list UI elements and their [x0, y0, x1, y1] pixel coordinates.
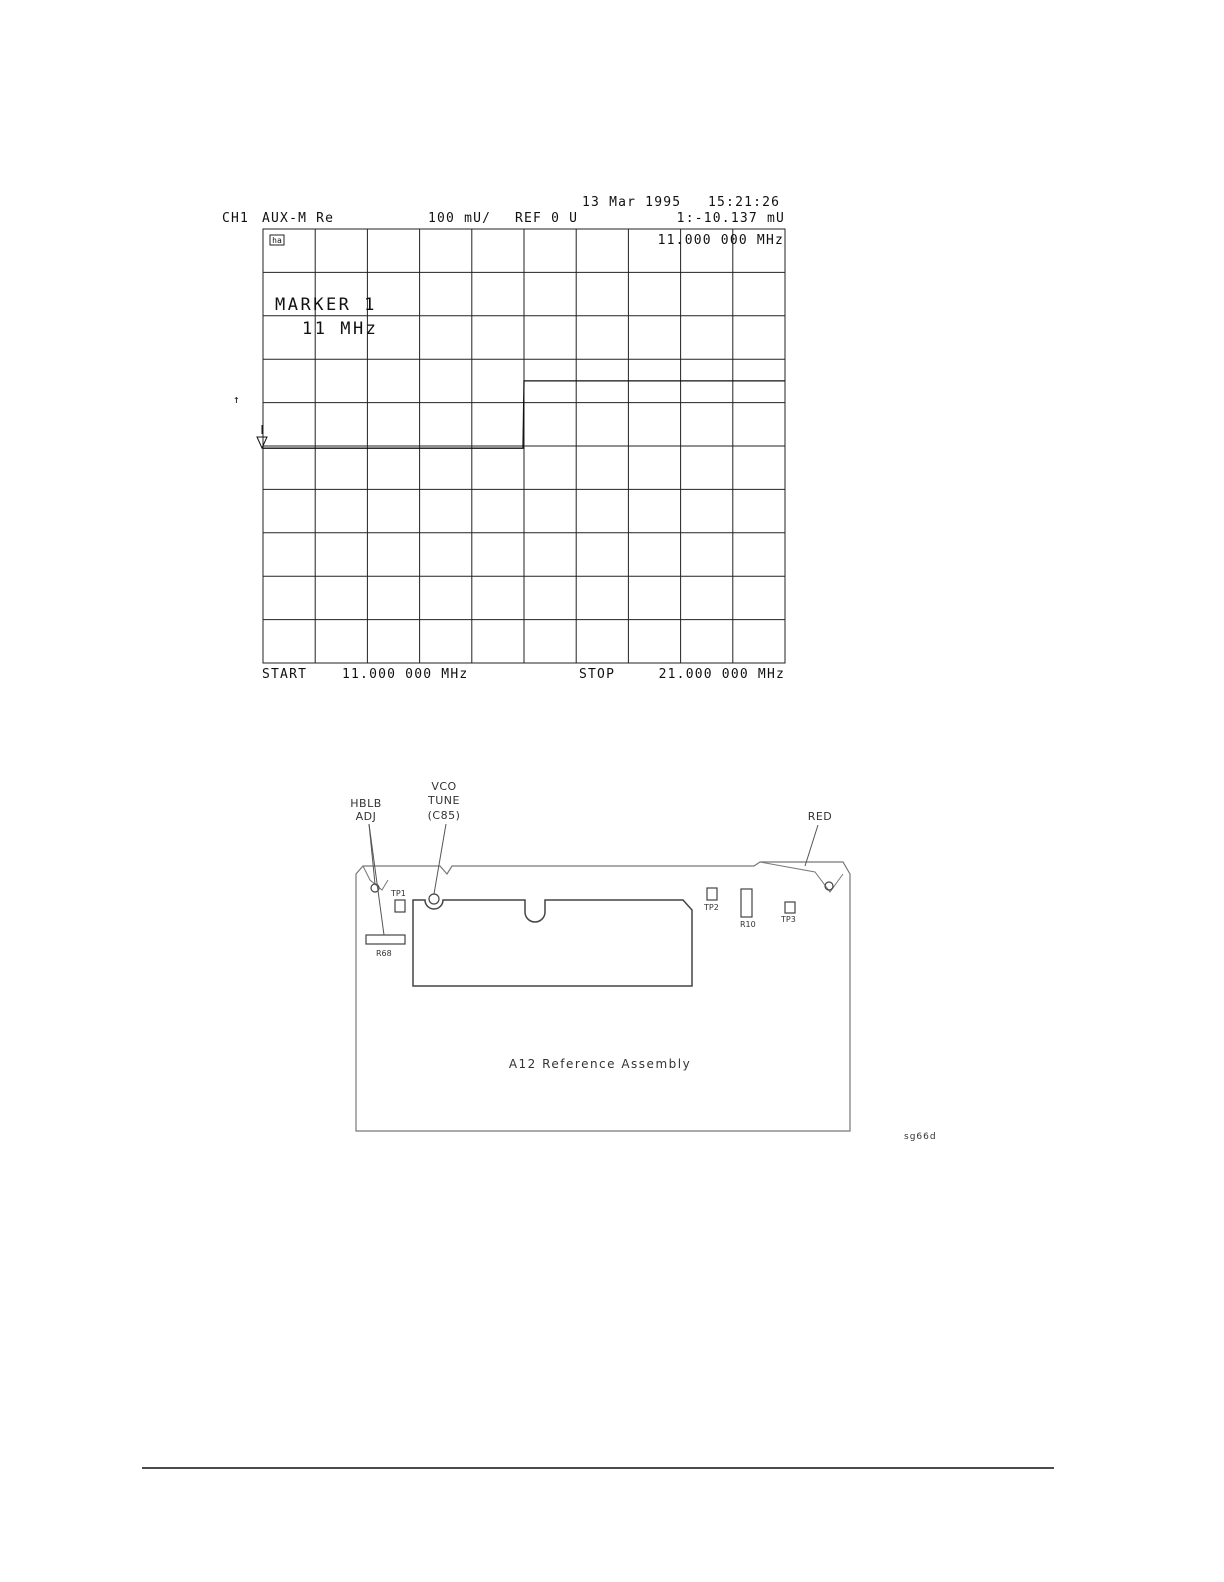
status-box-text: ha	[272, 236, 282, 245]
red-callout-label: RED	[807, 810, 833, 823]
tp2-testpoint	[707, 888, 717, 900]
right-ejector-tab	[760, 862, 843, 892]
channel-text: CH1	[222, 211, 250, 226]
marker-readout-text: 1:-10.137 mU	[676, 211, 785, 226]
red-callout-leader	[805, 825, 818, 866]
stop-label-text: STOP	[579, 667, 616, 682]
vco-callout-line2: TUNE	[428, 794, 460, 807]
marker-freq-text: 11.000 000 MHz	[657, 233, 784, 248]
r68-callout-leader	[369, 824, 384, 935]
figure-id-label: sg66d	[904, 1132, 937, 1142]
vco-callout-leader	[434, 824, 446, 894]
start-label-text: START	[262, 667, 308, 682]
tp2-label: TP2	[704, 903, 719, 912]
r68-resistor	[366, 935, 405, 944]
scale-text: 100 mU/	[428, 211, 492, 226]
marker-triangle-icon	[257, 425, 267, 448]
shield-cover	[413, 900, 692, 986]
date-text: 13 Mar 1995	[582, 195, 682, 210]
tp3-testpoint	[785, 902, 795, 913]
reference-board-diagram	[350, 780, 936, 1142]
vco-callout-line1: VCO	[431, 780, 457, 793]
marker-value-text: 11 MHz	[302, 319, 379, 339]
hblb-callout-line1: HBLB	[350, 797, 382, 810]
vco-tune-c85-access	[429, 894, 439, 904]
time-text: 15:21:26	[708, 195, 781, 210]
hblb-callout-line2: ADJ	[355, 810, 377, 823]
red-marker-hole	[825, 882, 833, 890]
marker-title-text: MARKER 1	[275, 295, 377, 315]
tp1-label: TP1	[391, 889, 406, 898]
reference-text: REF 0 U	[515, 211, 579, 226]
analyzer-screen	[222, 195, 785, 682]
vco-callout-line3: (C85)	[427, 809, 461, 822]
stop-freq-text: 21.000 000 MHz	[658, 667, 785, 682]
tp1-testpoint	[395, 900, 405, 912]
r10-label: R10	[740, 920, 756, 929]
assembly-label: A12 Reference Assembly	[508, 1057, 692, 1071]
reference-arrow-icon: ↑	[233, 393, 240, 406]
tp3-label: TP3	[781, 915, 796, 924]
r10-resistor	[741, 889, 752, 917]
start-freq-text: 11.000 000 MHz	[342, 667, 469, 682]
r68-label: R68	[376, 949, 392, 958]
measurement-text: AUX-M Re	[262, 211, 335, 226]
